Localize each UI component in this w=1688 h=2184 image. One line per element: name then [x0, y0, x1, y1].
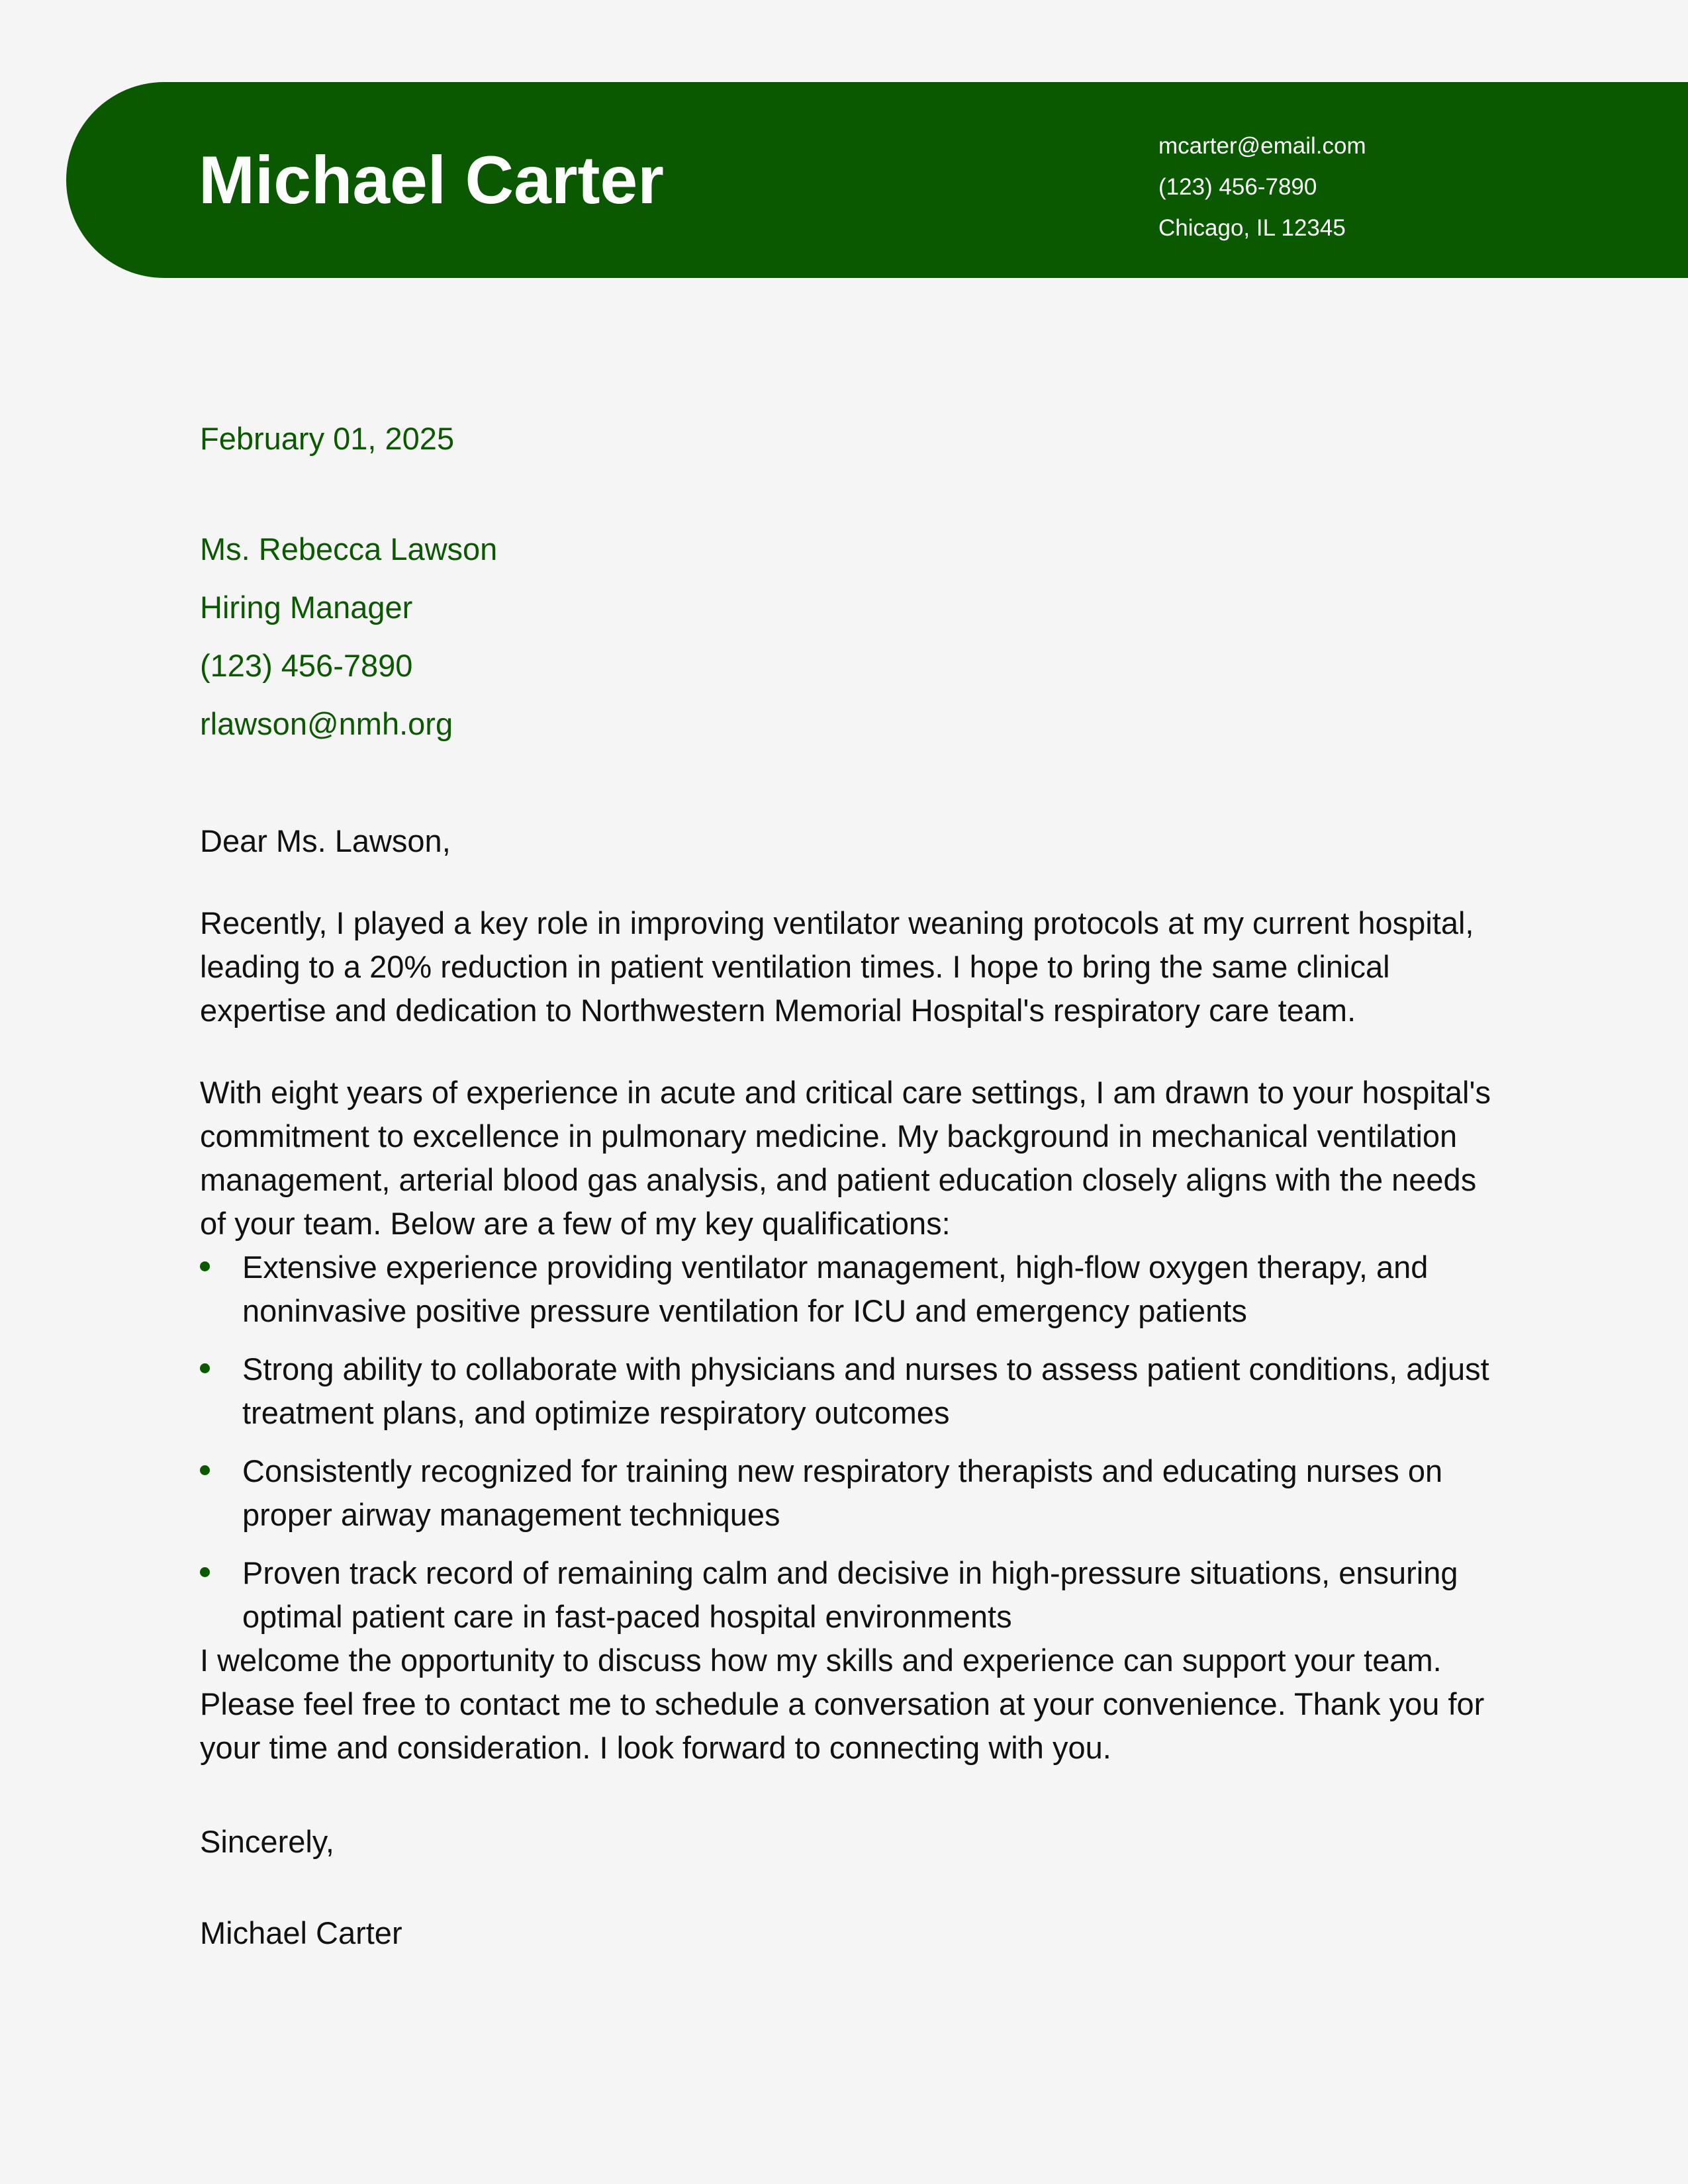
- qualification-text: Consistently recognized for training new respiratory therapists and educating nurses on proper airway management techniques: [242, 1453, 1443, 1532]
- qualification-item: [200, 1347, 1491, 1435]
- signoff: Sincerely,: [200, 1824, 334, 1859]
- sender-name: Michael Carter: [199, 142, 664, 218]
- signature-name: Michael Carter: [200, 1915, 402, 1950]
- sender-email[interactable]: mcarter@email.com: [1158, 133, 1366, 159]
- sender-phone[interactable]: (123) 456-7890: [1158, 174, 1317, 200]
- qualification-item: [200, 1551, 1491, 1639]
- recipient-email[interactable]: rlawson@nmh.org: [200, 706, 453, 741]
- qualification-text: Strong ability to collaborate with physicians and nurses to assess patient conditions, adjust treatment plans, and optimize respiratory outcomes: [242, 1351, 1489, 1430]
- sender-location: Chicago, IL 12345: [1158, 215, 1346, 241]
- recipient-name: Ms. Rebecca Lawson: [200, 531, 498, 567]
- qualification-item: [200, 1449, 1491, 1537]
- recipient-block: [200, 520, 1491, 753]
- paragraph-experience: With eight years of experience in acute and critical care settings, I am drawn to your hospital's commitment to excellence in pulmonary medicine. My background in mechanical ventilation management, arterial blood gas analysis, and patient education closely aligns with the needs of your team. Below are a few of my key qualifications:: [200, 1075, 1491, 1241]
- salutation: Dear Ms. Lawson,: [200, 823, 451, 858]
- paragraph-closing: I welcome the opportunity to discuss how my skills and experience can support your team. Please feel free to contact me to schedule a conversation at your convenience. Thank you for your time and consideration. I look forward to connecting with you.: [200, 1643, 1485, 1765]
- header-band: [66, 82, 1688, 278]
- qualifications-list: [200, 1246, 1491, 1639]
- bullet-dot-icon: [200, 1567, 210, 1577]
- qualification-text: Extensive experience providing ventilator management, high-flow oxygen therapy, and noninvasive positive pressure ventilation for ICU and emergency patients: [242, 1250, 1429, 1328]
- qualification-text: Proven track record of remaining calm and decisive in high-pressure situations, ensuring optimal patient care in fast-paced hospital environments: [242, 1555, 1458, 1634]
- paragraph-intro: Recently, I played a key role in improving ventilator weaning protocols at my current hospital, leading to a 20% reduction in patient ventilation times. I hope to bring the same clinical expertise and dedication to Northwestern Memorial Hospital's respiratory care team.: [200, 905, 1474, 1028]
- bullet-dot-icon: [200, 1465, 210, 1475]
- letter-body: [200, 416, 1491, 1955]
- letter-date: February 01, 2025: [200, 421, 455, 456]
- bullet-dot-icon: [200, 1261, 210, 1271]
- sender-contact: [1158, 126, 1366, 249]
- qualification-item: [200, 1246, 1491, 1333]
- recipient-title: Hiring Manager: [200, 590, 413, 625]
- bullet-dot-icon: [200, 1363, 210, 1373]
- recipient-phone[interactable]: (123) 456-7890: [200, 648, 413, 683]
